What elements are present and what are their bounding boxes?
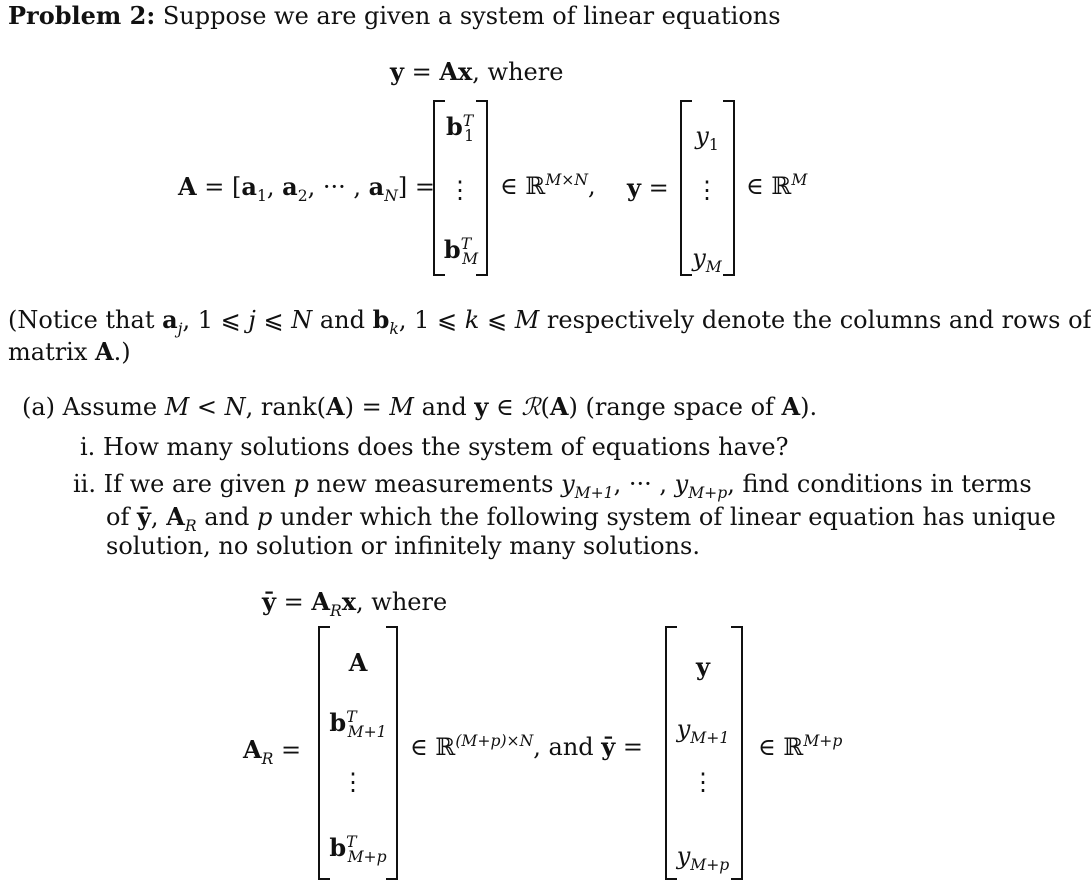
vector-y-vdots: ⋮ <box>695 176 719 204</box>
part-a-in: ∈ <box>488 393 522 421</box>
ar-and: , and <box>533 733 602 761</box>
part-a-a3: A <box>781 392 801 421</box>
y1: y <box>695 122 709 150</box>
notice-line1 <box>8 306 1091 339</box>
notice-range2: , 1 ⩽ <box>398 306 465 334</box>
matrix-ar-vdots: ⋮ <box>341 768 365 796</box>
question-ii-y1: y <box>561 470 575 498</box>
ar-row2-sub: M+1 <box>347 722 387 741</box>
def-a-membership <box>500 172 596 201</box>
def-ybar-membership <box>758 733 842 762</box>
ar-a: A <box>243 735 262 764</box>
y1-sub: 1 <box>708 135 719 154</box>
question-ii-l2b: , <box>150 503 167 531</box>
equation-y-ax <box>390 58 563 87</box>
question-ii-y1-sub: M+1 <box>574 483 614 502</box>
eq-ax: Ax <box>439 57 473 86</box>
part-a-a: A <box>326 392 345 421</box>
notice-k: k <box>464 306 480 334</box>
vector-ybar-row4 <box>668 842 738 874</box>
eq2-a: A <box>311 587 330 616</box>
notice-j: j <box>248 306 256 334</box>
matrix-a-rowm <box>441 235 481 268</box>
question-i <box>80 434 788 462</box>
close-bracket-eq: ] = <box>397 173 435 201</box>
ar-row4-b: b <box>329 833 347 862</box>
question-ii-t3: , find conditions in terms <box>727 470 1032 498</box>
ar-row4-sup: T <box>346 833 357 851</box>
matrix-ar-row1: A <box>348 648 368 677</box>
eq-equals: = <box>411 58 432 86</box>
ar-member-sup: (M+p)×N <box>455 732 534 750</box>
notice-le: ⩽ <box>255 306 292 334</box>
row1-b: b <box>445 112 463 141</box>
notice-text-a: (Notice that <box>8 306 163 334</box>
row1-sub: 1 <box>464 126 475 145</box>
def-ar-membership <box>410 733 643 762</box>
ar-row4-sub: M+p <box>347 847 387 866</box>
y-member: ∈ ℝ <box>746 172 792 200</box>
def-a-lhs: $A = [a_1$, $a_2$, ··· , $a_N$] = <box>178 172 435 205</box>
notice-and: and <box>312 306 373 334</box>
question-ii-l2d: under which the following system of linear equation has unique <box>272 503 1056 531</box>
question-ii-line3: solution, no solution or infinitely many solutions. <box>106 532 700 560</box>
ym: y <box>692 244 706 272</box>
notice-aj-sub: j <box>177 319 183 338</box>
matrix-a-row1 <box>443 112 477 145</box>
eq-y: y <box>390 57 404 86</box>
notice-a: A <box>95 337 114 366</box>
part-a-lt: < <box>189 393 225 421</box>
matrix-a-vdots: ⋮ <box>448 176 472 204</box>
eq2-ybar: ȳ <box>262 587 276 616</box>
question-ii-p2: p <box>256 503 273 531</box>
ar-sub: R <box>261 749 274 768</box>
part-a-range-r: ℛ <box>521 393 541 421</box>
comma: , <box>588 172 596 200</box>
part-a-close: ) (range space of <box>568 393 782 421</box>
an-sub: N <box>384 186 398 205</box>
open-bracket: = [ <box>204 173 242 201</box>
question-ii-t1: If we are given <box>103 470 294 498</box>
ar-eq: = <box>281 736 302 764</box>
notice-close: .) <box>113 338 131 366</box>
notice-n: N <box>291 306 313 334</box>
eq2-x: x <box>341 587 357 616</box>
def-y-membership <box>746 172 807 201</box>
ybar-member-sup: M+p <box>803 732 843 750</box>
ar-row2-b: b <box>329 708 347 737</box>
ybar-row2-y: y <box>676 715 691 743</box>
ar-row2-sup: T <box>346 708 357 726</box>
part-a-open: ( <box>540 393 550 421</box>
matrix-ar-row4 <box>323 833 393 866</box>
problem-intro: Suppose we are given a system of linear equations <box>162 2 781 30</box>
eq2-where: , where <box>356 588 448 616</box>
part-a-end: ). <box>800 393 818 421</box>
question-ii-y2-sub: M+p <box>688 483 728 502</box>
notice-bk: b <box>372 305 390 334</box>
notice-bk-sub: k <box>389 319 399 338</box>
eq2-eq: = <box>275 588 312 616</box>
a-symbol: A <box>178 172 197 201</box>
question-i-label: i. <box>80 433 96 461</box>
dots: , ··· , <box>307 173 362 201</box>
notice-matrix: matrix <box>8 338 96 366</box>
question-i-text: How many solutions does the system of equations have? <box>102 433 789 461</box>
question-ii-line2 <box>106 503 1056 536</box>
part-a-n: N <box>224 393 246 421</box>
matrix-ar-row2 <box>323 708 393 741</box>
vector-ybar-vdots: ⋮ <box>691 768 715 796</box>
a1-sub: 1 <box>256 186 267 205</box>
question-ii-label: ii. <box>73 470 96 498</box>
eq2-a-sub: R <box>329 601 342 620</box>
notice-le2: ⩽ <box>479 306 515 334</box>
ybar-row4-sub: M+p <box>690 855 730 874</box>
problem-heading <box>8 2 781 31</box>
question-ii-ar: A <box>166 502 185 531</box>
question-ii-y2: y <box>674 470 689 498</box>
question-ii-l2a: of <box>106 503 137 531</box>
part-a-m: M <box>164 393 190 421</box>
notice-range1: , 1 ⩽ <box>182 306 249 334</box>
a2: a <box>282 172 298 201</box>
part-a-rank: , rank( <box>245 393 327 421</box>
ar-eq2: = <box>615 733 643 761</box>
vector-y-row1 <box>687 122 727 154</box>
vector-y-rowm <box>685 244 729 276</box>
ar-ybar: ȳ <box>601 732 616 761</box>
part-a-rank-close: ) = <box>344 393 390 421</box>
ybar-row2-sub: M+1 <box>690 728 730 747</box>
part-a-and: and <box>413 393 475 421</box>
rowm-sup: T <box>460 235 472 253</box>
a2-sub: 2 <box>297 186 308 205</box>
part-a-a2: A <box>549 392 569 421</box>
y-equals: = <box>648 174 669 202</box>
ybar-row4-y: y <box>676 842 691 870</box>
y-member-sup: M <box>791 171 808 189</box>
member-r: ∈ ℝ <box>500 172 546 200</box>
part-a-y: y <box>474 392 489 421</box>
ar-member: ∈ ℝ <box>410 733 456 761</box>
notice-m: M <box>514 306 540 334</box>
question-ii-line1 <box>73 471 1032 503</box>
question-ii-ar-sub: R <box>184 516 197 535</box>
an: a <box>368 172 385 201</box>
def-y-lhs <box>627 174 669 203</box>
question-ii-ybar: ȳ <box>136 502 151 531</box>
member-sup: M×N <box>545 171 589 189</box>
equation-ybar <box>262 588 447 621</box>
question-ii-l2c: and <box>196 503 257 531</box>
a1: a <box>241 172 257 201</box>
eq-where: , where <box>472 58 564 86</box>
problem-label: Problem 2: <box>8 1 156 30</box>
vector-ybar-row2 <box>668 715 738 747</box>
row1-sup: T <box>462 112 474 130</box>
part-a-m2: M <box>389 393 414 421</box>
vector-ybar-row1: y <box>696 652 710 681</box>
part-a-label: (a) Assume <box>22 393 165 421</box>
question-ii-t2: new measurements <box>308 470 562 498</box>
notice-rest: respectively denote the columns and rows of <box>539 306 1091 334</box>
y-symbol: y <box>627 173 641 202</box>
notice-aj: a <box>162 305 178 334</box>
def-ar-lhs <box>243 736 301 769</box>
part-a <box>22 393 817 422</box>
notice-line2 <box>8 338 131 367</box>
question-ii-p: p <box>293 470 309 498</box>
question-ii-dots: , ··· , <box>613 470 675 498</box>
rowm-b: b <box>443 235 461 264</box>
ybar-member: ∈ ℝ <box>758 733 804 761</box>
rowm-sub: M <box>462 249 479 268</box>
ym-sub: M <box>705 257 722 276</box>
